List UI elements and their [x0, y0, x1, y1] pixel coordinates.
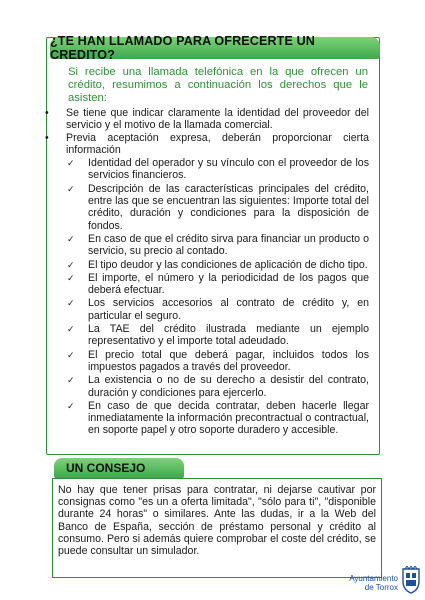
consejo-title: UN CONSEJO	[66, 461, 146, 475]
list-item: • Previa aceptación expresa, deberán proporcionar cierta información	[45, 131, 369, 156]
check-icon: ✓	[67, 349, 75, 360]
check-icon: ✓	[67, 259, 75, 270]
sub-item: ✓ Descripción de las características principales del crédito, entre las que se encuentran las siguientes: Importe total del crédito, duración y condiciones para la disposición de fondos.	[67, 182, 369, 232]
page-title: ¿TE HAN LLAMADO PARA OFRECERTE UN CREDITO?	[50, 34, 315, 62]
bullet-icon: •	[45, 131, 49, 144]
consejo-text: No hay que tener prisas para contratar, ni dejarse cautivar por consignas como "es un a oferta limitada", "sólo para ti", "disponible durante 24 horas" o similares. Ante las dudas, ir a la Web del Banco de España, sección de préstamo personal y crédito al consumo. Pero si además quiere comprobar el coste del crédito, se puede consultar un simulador.	[58, 484, 376, 558]
logo-text: Ayuntamiento de Torrox	[349, 574, 398, 592]
bullet-icon: •	[45, 107, 49, 119]
sub-item: ✓ Los servicios accesorios al contrato de crédito y, en particular el seguro.	[67, 297, 369, 322]
check-icon: ✓	[67, 272, 75, 283]
title-banner	[50, 34, 380, 62]
rights-list	[44, 107, 369, 437]
list-item: • Se tiene que indicar claramente la identidad del proveedor del servicio y el motivo de la llamada comercial.	[45, 107, 369, 132]
sub-item: ✓ Identidad del operador y su vínculo con el proveedor de los servicios financieros.	[67, 157, 369, 182]
sub-item: ✓ La TAE del crédito ilustrada mediante un ejemplo representativo y el importe total adeudado.	[67, 323, 369, 348]
coat-of-arms-icon	[401, 566, 421, 594]
sub-item: ✓ La existencia o no de su derecho a desistir del contrato, duración y condiciones para ejercerlo.	[67, 374, 369, 399]
check-icon: ✓	[67, 298, 75, 309]
check-icon: ✓	[67, 375, 75, 386]
sub-item: ✓ El tipo deudor y las condiciones de aplicación de dicho tipo.	[67, 258, 368, 271]
check-icon: ✓	[67, 233, 75, 244]
sub-item: ✓ El precio total que deberá pagar, incluidos todos los impuestos pagados a través del proveedor.	[67, 348, 369, 373]
consejo-banner	[54, 458, 184, 478]
check-icon: ✓	[67, 324, 75, 335]
sub-item: ✓ En caso de que decida contratar, deben hacerle llegar inmediatamente la información precontractual o contractual, en soporte papel y otro soporte duradero y accesible.	[67, 399, 369, 437]
check-icon: ✓	[67, 400, 75, 411]
intro-text: Si recibe una llamada telefónica en la que ofrecen un crédito, resumimos a continuación los derechos que le asisten:	[68, 66, 368, 105]
check-icon: ✓	[67, 158, 75, 169]
sub-item: ✓ El importe, el número y la periodicidad de los pagos que deberá efectuar.	[67, 271, 369, 297]
check-icon: ✓	[67, 183, 75, 194]
sub-item: ✓ En caso de que el crédito sirva para financiar un producto o servicio, su precio al contado.	[67, 232, 369, 258]
